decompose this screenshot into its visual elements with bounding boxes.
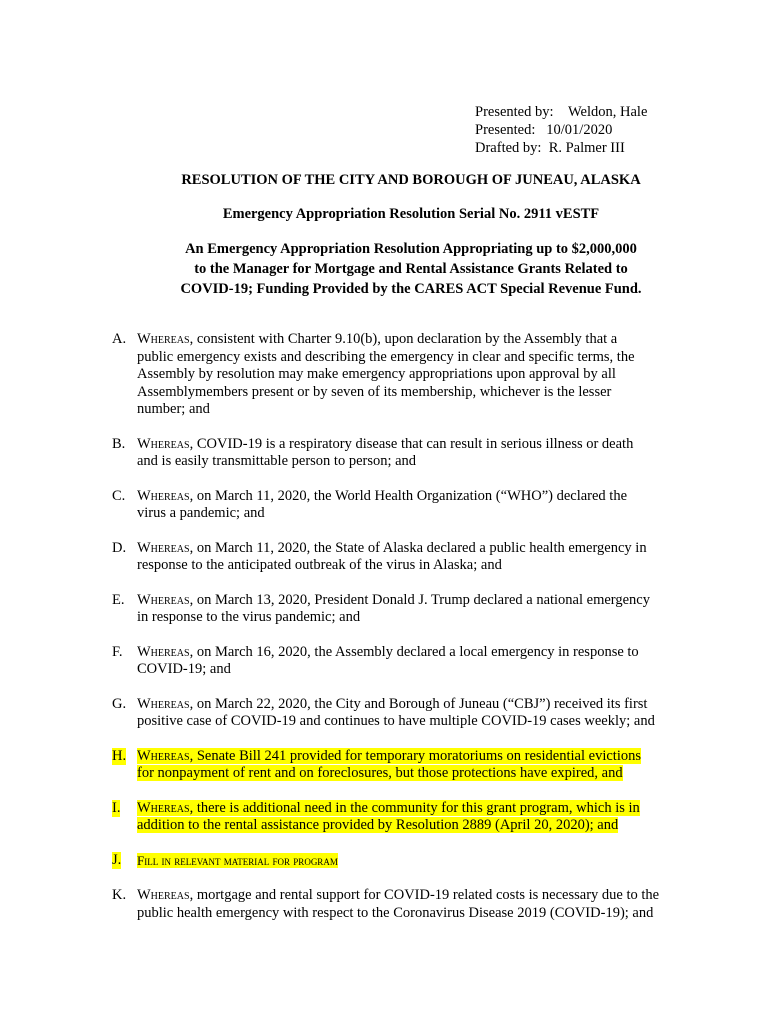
- clause-line: positive case of COVID-19 and continues to have multiple COVID-19 cases weekly; and: [137, 713, 655, 729]
- clause-line: , on March 16, 2020, the Assembly declared a local emergency in response to: [189, 643, 639, 660]
- clause-i: [112, 800, 722, 835]
- clause-line: Assemblymembers present or by seven of its membership, whichever is the lesser: [137, 383, 612, 400]
- clause-letter: B.: [112, 435, 126, 452]
- clause-lead: Whereas: [137, 643, 190, 660]
- presented-by-row: [475, 103, 647, 121]
- presentation-metadata: [475, 103, 647, 157]
- drafted-by-row: [475, 139, 647, 157]
- clause-line: , on March 22, 2020, the City and Borough of Juneau (“CBJ”) received its first: [189, 695, 648, 712]
- clause-lead: Whereas: [137, 591, 190, 608]
- clause-body: [137, 436, 722, 471]
- clause-letter: D.: [112, 539, 127, 556]
- clause-a: [112, 331, 722, 419]
- clause-e: [112, 592, 722, 627]
- clause-body: [137, 852, 722, 871]
- clause-lead: Whereas: [137, 435, 190, 452]
- clause-letter: J.: [112, 851, 122, 868]
- clause-letter: K.: [112, 887, 127, 903]
- clause-body: [137, 331, 722, 419]
- clause-d: [112, 540, 722, 575]
- clause-line: Assembly by resolution may make emergency appropriations upon approval by all: [137, 366, 616, 382]
- clause-lead: Fill in relevant material for program: [137, 852, 338, 868]
- clause-letter: E.: [112, 591, 125, 608]
- clause-body: [137, 488, 722, 523]
- clause-lead: Whereas: [137, 331, 190, 347]
- presented-label: Presented:: [475, 122, 536, 138]
- clause-lead: Whereas: [137, 695, 190, 712]
- clause-lead: Whereas: [137, 539, 190, 556]
- clause-line: , on March 11, 2020, the State of Alaska declared a public health emergency in: [189, 539, 647, 556]
- clause-lead: Whereas: [137, 487, 190, 504]
- clause-c: [112, 488, 722, 523]
- clause-line: for nonpayment of rent and on foreclosures, but those protections have expired, and: [137, 765, 623, 781]
- clause-j: [112, 852, 722, 871]
- clause-b: [112, 436, 722, 471]
- clause-body: [137, 800, 722, 835]
- clause-line: virus a pandemic; and: [137, 505, 265, 521]
- subtitle-line: COVID-19; Funding Provided by the CARES ACT Special Revenue Fund.: [180, 281, 642, 297]
- clause-f: [112, 644, 722, 679]
- clause-line: , COVID-19 is a respiratory disease that can result in serious illness or death: [189, 435, 634, 452]
- subtitle-line: to the Manager for Mortgage and Rental Assistance Grants Related to: [194, 261, 628, 277]
- clause-line: , mortgage and rental support for COVID-19 related costs is necessary due to the: [189, 887, 660, 903]
- presented-value: 10/01/2020: [546, 122, 613, 138]
- clause-body: [137, 592, 722, 627]
- resolution-title: RESOLUTION OF THE CITY AND BOROUGH OF JUNEAU, ALASKA: [181, 172, 641, 188]
- clause-line: public emergency exists and describing the emergency in clear and specific terms, the: [137, 348, 635, 365]
- clause-g: [112, 696, 722, 731]
- clause-letter: I.: [112, 799, 121, 816]
- presented-by-label: Presented by:: [475, 104, 554, 120]
- clause-line: COVID-19; and: [137, 661, 231, 677]
- clause-body: [137, 540, 722, 575]
- clause-k: [112, 887, 722, 922]
- clause-line: number; and: [137, 401, 210, 417]
- clause-line: public health emergency with respect to the Coronavirus Disease 2019 (COVID-19); and: [137, 904, 654, 921]
- resolution-subtitle: [110, 239, 712, 299]
- clause-line: , there is additional need in the community for this grant program, which is in: [189, 799, 640, 816]
- drafted-by-label: Drafted by:: [475, 140, 542, 156]
- presented-by-value: Weldon, Hale: [568, 104, 648, 120]
- clause-line: response to the anticipated outbreak of the virus in Alaska; and: [137, 557, 502, 573]
- clause-lead: Whereas: [137, 887, 190, 903]
- clause-lead: Whereas: [137, 799, 190, 816]
- whereas-clauses: [112, 331, 722, 922]
- clause-body: [137, 644, 722, 679]
- clause-h: [112, 748, 722, 783]
- clause-line: in response to the virus pandemic; and: [137, 609, 361, 625]
- clause-body: [137, 887, 722, 922]
- subtitle-line: An Emergency Appropriation Resolution Appropriating up to $2,000,000: [185, 241, 637, 257]
- clause-line: and is easily transmittable person to person; and: [137, 453, 417, 469]
- clause-line: , Senate Bill 241 provided for temporary moratoriums on residential evictions: [189, 747, 641, 764]
- resolution-serial: Emergency Appropriation Resolution Serial No. 2911 vESTF: [222, 206, 600, 222]
- clause-line: , on March 13, 2020, President Donald J. Trump declared a national emergency: [189, 591, 650, 608]
- clause-lead: Whereas: [137, 747, 190, 764]
- clause-body: [137, 696, 722, 731]
- clause-letter: A.: [112, 331, 127, 347]
- clause-letter: F.: [112, 643, 123, 660]
- drafted-by-value: R. Palmer III: [548, 140, 625, 156]
- clause-line: , on March 11, 2020, the World Health Organization (“WHO”) declared the: [189, 487, 628, 504]
- clause-line: , consistent with Charter 9.10(b), upon declaration by the Assembly that a: [189, 331, 618, 347]
- clause-body: [137, 748, 722, 783]
- presented-row: [475, 121, 647, 139]
- clause-line: addition to the rental assistance provided by Resolution 2889 (April 20, 2020); and: [137, 817, 619, 833]
- clause-letter: C.: [112, 487, 126, 504]
- clause-letter: H.: [112, 747, 127, 764]
- clause-letter: G.: [112, 695, 127, 712]
